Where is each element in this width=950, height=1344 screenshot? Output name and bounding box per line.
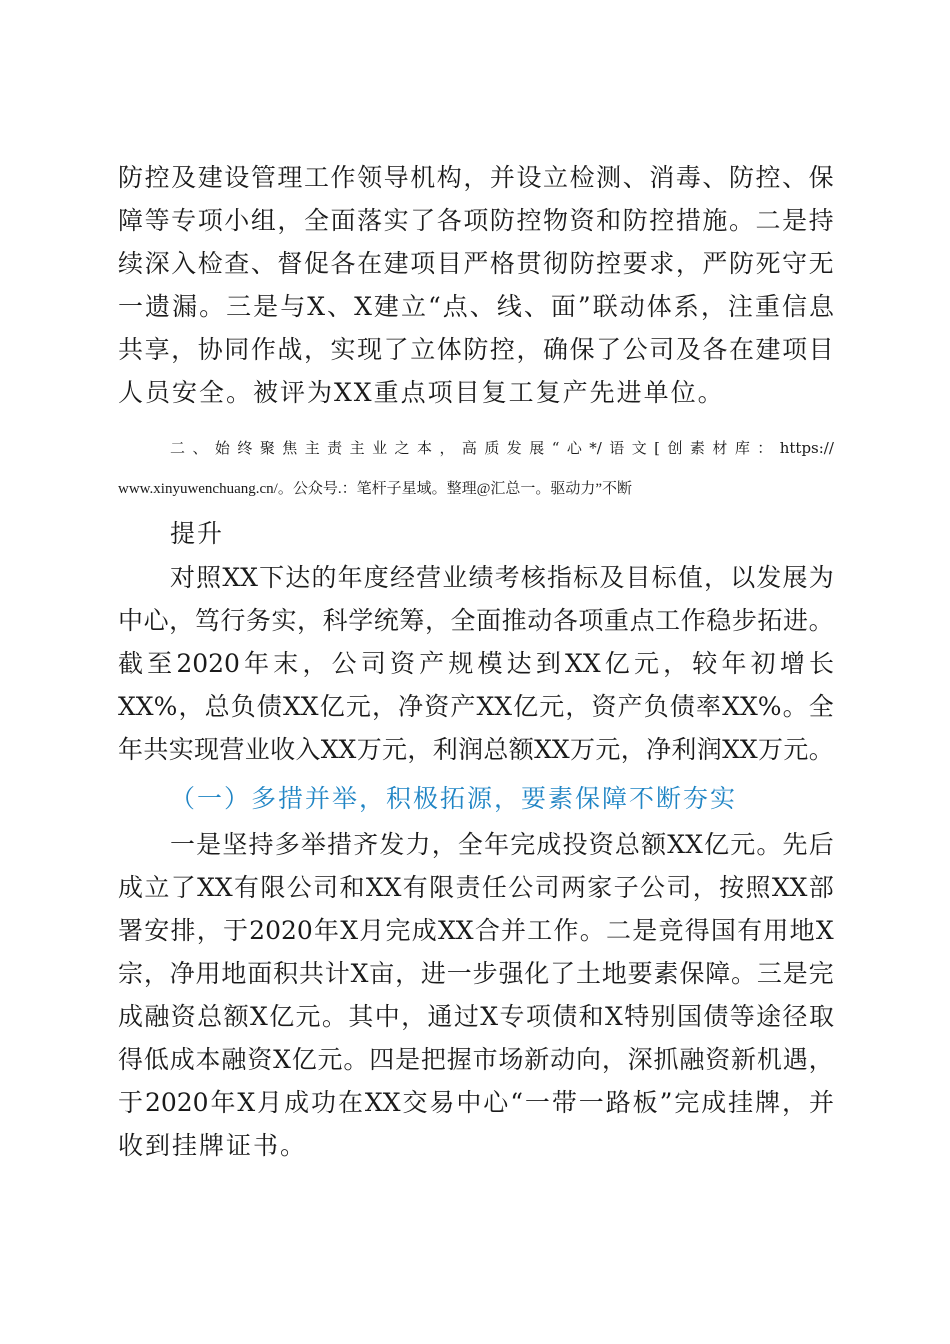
text-line: 中 心 ， 笃 行 务 实 ， 科 学 统 筹 ， 全 面 推 动 各 项 重 点 工 作 稳 步 拓 进 。 [118,606,834,635]
text-line: 得 低 成 本 融 资 X 亿 元 。 四 是 把 握 市 场 新 动 向 ， 深 抓 融 资 新 机 遇 ， [118,1045,834,1074]
text-line: 截 至 2020 年 末 ， 公 司 资 产 规 模 达 到 XX 亿 元 ， 较 年 初 增 长 [118,649,834,678]
heading-line-3: 提升 [170,519,225,548]
text-line: 一 遗 漏 。 三 是 与 X 、 X 建 立 “ 点 、 线 、 面 ” 联 动 体 系 ， 注 重 信 息 [118,292,834,321]
text-line: XX% ， 总 负 债 XX 亿 元 ， 净 资 产 XX 亿 元 ， 资 产 负 债 率 XX% 。 全 [118,692,834,721]
text-line: 收到挂牌证书。 [118,1131,308,1160]
text-line: 成 融 资 总 额 X 亿 元 。 其 中 ， 通 过 X 专 项 债 和 X 特 别 国 债 等 途 径 取 [118,1002,834,1031]
text-line: 宗 ， 净 用 地 面 积 共 计 X 亩 ， 进 一 步 强 化 了 土 地 要 素 保 障 。 三 是 完 [118,959,834,988]
text-line: 一 是 坚 持 多 举 措 齐 发 力 ， 全 年 完 成 投 资 总 额 XX 亿 元 。 先 后 [170,830,834,859]
text-line: 对 照 XX 下 达 的 年 度 经 营 业 绩 考 核 指 标 及 目 标 值 ， 以 发 展 为 [170,563,834,592]
text-line: 于 2020 年 X 月 成 功 在 XX 交 易 中 心 “ 一 带 一 路 板 ” 完 成 挂 牌 ， 并 [118,1088,834,1117]
heading-line-1: 二 、 始 终 聚 焦 主 责 主 业 之 本 ， 高 质 发 展 “ 心 */ 语 文 [ 创 素 材 库 ： https:// [170,439,834,457]
text-line: 防 控 及 建 设 管 理 工 作 领 导 机 构 ， 并 设 立 检 测 、 消 毒 、 防 控 、 保 [118,163,834,192]
text-line: 成 立 了 XX 有 限 公 司 和 XX 有 限 责 任 公 司 两 家 子 公 司 ， 按 照 XX 部 [118,873,834,902]
text-line: 年 共 实 现 营 业 收 入 XX 万 元 ， 利 润 总 额 XX 万 元 ， 净 利 润 XX 万 元 。 [118,735,834,764]
text-line: 人员安全。被评为XX重点项目复工复产先进单位。 [118,378,725,407]
text-line: 署 安 排 ， 于 2020 年 X 月 完 成 XX 合 并 工 作 。 二 是 竞 得 国 有 用 地 X [118,916,834,945]
subheading-1: （一）多措并举，积极拓源，要素保障不断夯实 [170,784,738,813]
text-line: 共 享 ， 协 同 作 战 ， 实 现 了 立 体 防 控 ， 确 保 了 公 司 及 各 在 建 项 目 [118,335,834,364]
heading-line-2: www.xinyuwenchuang.cn/。公众号.：笔杆子星域。整理@汇总一。驱动力”不断 [118,481,633,497]
text-line: 续 深 入 检 查 、 督 促 各 在 建 项 目 严 格 贯 彻 防 控 要 求 ， 严 防 死 守 无 [118,249,834,278]
text-line: 障 等 专 项 小 组 ， 全 面 落 实 了 各 项 防 控 物 资 和 防 控 措 施 。 二 是 持 [118,206,834,235]
